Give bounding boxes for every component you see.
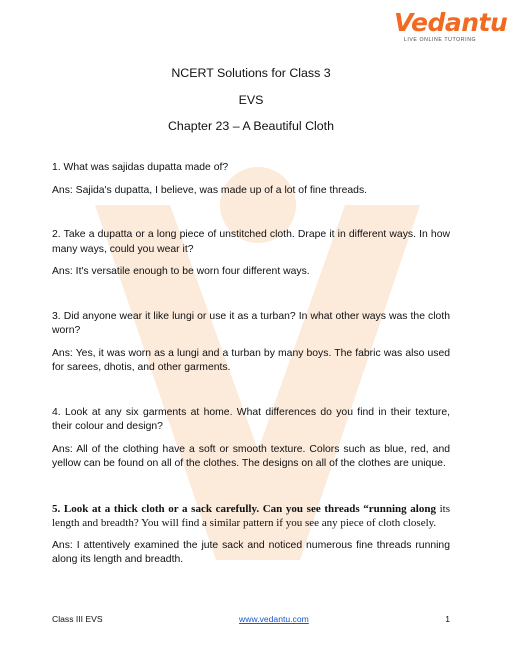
page-number: 1	[445, 614, 450, 624]
logo-tagline: LIVE ONLINE TUTORING	[403, 37, 477, 43]
question-1: 1. What was sajidas dupatta made of?	[52, 162, 229, 173]
answer-1: Ans: Sajida's dupatta, I believe, was made up of a lot of fine threads.	[52, 184, 368, 196]
page-footer	[52, 614, 450, 624]
answer-3: Ans: Yes, it was worn as a lungi and a turban by many boys. The fabric was also used for sarees, dhotis, and other garments.	[52, 347, 450, 373]
question-5-rest: its length and breadth? You will find a similar pattern if you see any piece of cloth closely.	[52, 502, 450, 529]
document-body	[52, 66, 450, 568]
answer-5: Ans: I attentively examined the jute sack and noticed numerous fine threads running along its length and breadth.	[52, 539, 450, 565]
logo-wordmark: Vedantu	[394, 8, 508, 37]
answer-4: Ans: All of the clothing have a soft or smooth texture. Colors such as blue, red, and yellow can be found on all of the clothes. The designs on all of the clothes are unique.	[52, 443, 450, 469]
footer-class-label: Class III EVS	[52, 614, 103, 624]
question-5-bold: 5. Look at a thick cloth or a sack carefully. Can you see threads “running along	[52, 502, 436, 515]
doc-subject: EVS	[238, 93, 264, 107]
question-2: 2. Take a dupatta or a long piece of unstitched cloth. Drape it in different ways. In how many ways, could you wear it?	[52, 229, 450, 255]
doc-chapter: Chapter 23 – A Beautiful Cloth	[167, 119, 334, 133]
footer-website-link[interactable]: www.vedantu.com	[239, 614, 309, 624]
answer-2: Ans: It's versatile enough to be worn four different ways.	[52, 266, 310, 277]
doc-title: NCERT Solutions for Class 3	[171, 66, 331, 80]
question-4: 4. Look at any six garments at home. What differences do you find in their texture, their colour and design?	[52, 406, 450, 432]
question-5	[52, 502, 450, 531]
vedantu-logo	[394, 8, 508, 43]
question-3: 3. Did anyone wear it like lungi or use it as a turban? In what other ways was the cloth worn?	[52, 310, 450, 336]
